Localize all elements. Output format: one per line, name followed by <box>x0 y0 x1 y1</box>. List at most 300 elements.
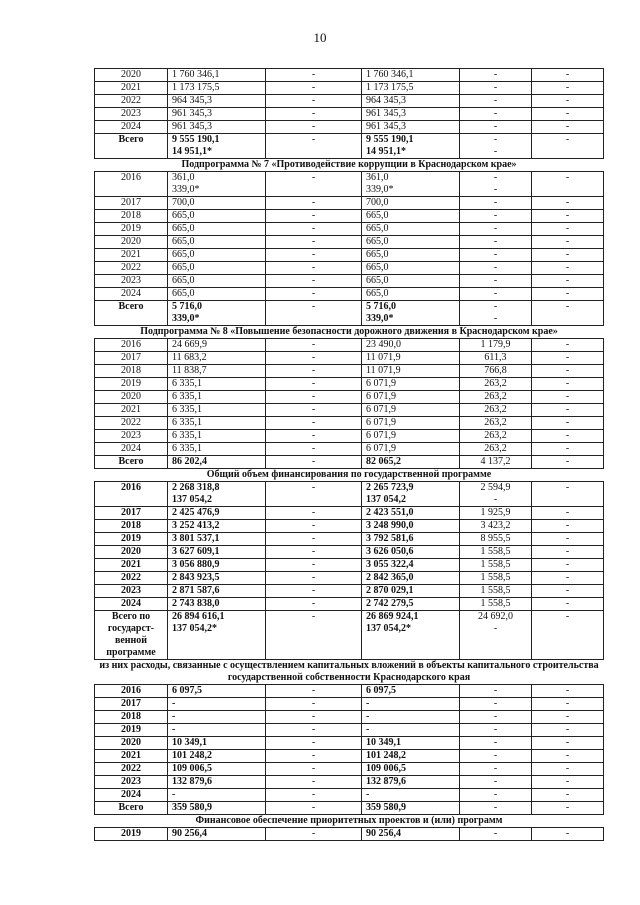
value-cell-c1 <box>168 134 266 159</box>
value-cell-c5: - <box>532 711 604 724</box>
value-cell-c1 <box>168 611 266 660</box>
value-cell-c1 <box>168 417 266 430</box>
value-cell-c5: - <box>532 546 604 559</box>
cell-line: - <box>493 698 498 709</box>
year-cell: 2024 <box>95 288 168 301</box>
cell-line: - <box>493 763 498 774</box>
value-cell-c1 <box>168 724 266 737</box>
value-cell-c5: - <box>532 737 604 750</box>
value-cell-c2: - <box>266 789 362 802</box>
value-cell-c4 <box>460 585 532 598</box>
value-cell-c3 <box>362 197 460 210</box>
cell-line: - <box>493 685 498 696</box>
value-cell-c2: - <box>266 210 362 223</box>
value-cell-c2: - <box>266 365 362 378</box>
value-cell-c4 <box>460 197 532 210</box>
table-row <box>95 711 604 724</box>
value-cell-c5: - <box>532 456 604 469</box>
value-cell-c2: - <box>266 533 362 546</box>
value-cell-c1 <box>168 352 266 365</box>
cell-line: 90 256,4 <box>366 828 401 839</box>
cell-line: 961 345,3 <box>366 108 406 119</box>
value-cell-c5: - <box>532 443 604 456</box>
value-cell-c3 <box>362 789 460 802</box>
value-cell-c3 <box>362 82 460 95</box>
value-cell-c5: - <box>532 134 604 159</box>
value-cell-c3 <box>362 737 460 750</box>
value-cell-c3 <box>362 69 460 82</box>
value-cell-c3 <box>362 520 460 533</box>
table-row <box>95 365 604 378</box>
value-cell-c5: - <box>532 598 604 611</box>
value-cell-c3 <box>362 262 460 275</box>
cell-line: 1 558,5 <box>480 598 511 609</box>
cell-line: 132 879,6 <box>172 776 212 787</box>
value-cell-c3 <box>362 352 460 365</box>
value-cell-c1 <box>168 520 266 533</box>
cell-line: 665,0 <box>366 236 389 247</box>
cell-line: 263,2 <box>484 443 507 454</box>
value-cell-c2: - <box>266 750 362 763</box>
cell-line: 665,0 <box>366 223 389 234</box>
value-cell-c3 <box>362 750 460 763</box>
value-cell-c3 <box>362 776 460 789</box>
value-cell-c2: - <box>266 108 362 121</box>
cell-line: 700,0 <box>366 197 389 208</box>
table-row <box>95 520 604 533</box>
cell-line: - <box>493 724 498 735</box>
value-cell-c5: - <box>532 275 604 288</box>
value-cell-c3 <box>362 763 460 776</box>
value-cell-c1 <box>168 456 266 469</box>
value-cell-c1 <box>168 482 266 507</box>
value-cell-c4 <box>460 365 532 378</box>
year-cell: Всего <box>95 301 168 326</box>
value-cell-c5: - <box>532 301 604 326</box>
value-cell-c1 <box>168 95 266 108</box>
table-row <box>95 249 604 262</box>
value-cell-c5: - <box>532 365 604 378</box>
year-cell: 2020 <box>95 236 168 249</box>
table-row <box>95 121 604 134</box>
cell-line: 339,0* <box>172 184 200 195</box>
value-cell-c2: - <box>266 685 362 698</box>
value-cell-c1 <box>168 108 266 121</box>
value-cell-c1 <box>168 533 266 546</box>
table-row <box>95 95 604 108</box>
value-cell-c3 <box>362 391 460 404</box>
year-cell: 2018 <box>95 520 168 533</box>
value-cell-c4 <box>460 108 532 121</box>
value-cell-c2: - <box>266 559 362 572</box>
table-row <box>95 108 604 121</box>
cell-line: - <box>493 711 498 722</box>
year-cell: 2019 <box>95 378 168 391</box>
year-cell: 2021 <box>95 559 168 572</box>
cell-line: 137 054,2 <box>172 494 212 505</box>
value-cell-c3 <box>362 598 460 611</box>
value-cell-c3 <box>362 121 460 134</box>
page-number: 10 <box>313 30 327 45</box>
value-cell-c5: - <box>532 262 604 275</box>
section-header-row <box>95 326 604 339</box>
value-cell-c3 <box>362 172 460 197</box>
year-cell: 2019 <box>95 223 168 236</box>
value-cell-c4 <box>460 223 532 236</box>
value-cell-c4 <box>460 776 532 789</box>
value-cell-c1 <box>168 391 266 404</box>
cell-line: 700,0 <box>172 197 195 208</box>
year-cell: 2022 <box>95 262 168 275</box>
cell-line: - <box>493 737 498 748</box>
value-cell-c1 <box>168 828 266 841</box>
section-header: Общий объем финансирования по государственной программе <box>95 469 604 482</box>
value-cell-c5: - <box>532 69 604 82</box>
value-cell-c4 <box>460 685 532 698</box>
cell-line: 109 006,5 <box>366 763 406 774</box>
value-cell-c5: - <box>532 121 604 134</box>
value-cell-c3 <box>362 698 460 711</box>
value-cell-c1 <box>168 763 266 776</box>
cell-line: 961 345,3 <box>172 121 212 132</box>
value-cell-c1 <box>168 262 266 275</box>
financing-table <box>94 68 604 841</box>
year-cell: 2021 <box>95 82 168 95</box>
table-row <box>95 69 604 82</box>
value-cell-c1 <box>168 750 266 763</box>
value-cell-c4 <box>460 507 532 520</box>
year-cell: 2019 <box>95 724 168 737</box>
table-row <box>95 507 604 520</box>
value-cell-c4 <box>460 301 532 326</box>
year-cell: 2019 <box>95 533 168 546</box>
value-cell-c2: - <box>266 391 362 404</box>
value-cell-c5: - <box>532 828 604 841</box>
section-header-row <box>95 469 604 482</box>
section-header: Подпрограмма № 8 «Повышение безопасности дорожного движения в Краснодарском крае» <box>95 326 604 339</box>
year-cell: 2024 <box>95 789 168 802</box>
value-cell-c2: - <box>266 223 362 236</box>
value-cell-c1 <box>168 210 266 223</box>
cell-line: 6 071,9 <box>366 391 396 402</box>
value-cell-c1 <box>168 711 266 724</box>
section-header-row <box>95 815 604 828</box>
year-cell: 2018 <box>95 711 168 724</box>
value-cell-c3 <box>362 223 460 236</box>
value-cell-c5: - <box>532 520 604 533</box>
value-cell-c4 <box>460 750 532 763</box>
value-cell-c5: - <box>532 789 604 802</box>
value-cell-c5: - <box>532 585 604 598</box>
cell-line: 6 071,9 <box>366 404 396 415</box>
cell-line: 1 925,9 <box>480 507 511 518</box>
table-row <box>95 223 604 236</box>
year-cell: 2020 <box>95 391 168 404</box>
value-cell-c2: - <box>266 507 362 520</box>
table-row <box>95 352 604 365</box>
year-cell: 2023 <box>95 108 168 121</box>
cell-line: 665,0 <box>366 210 389 221</box>
value-cell-c3 <box>362 417 460 430</box>
value-cell-c4 <box>460 802 532 815</box>
value-cell-c5: - <box>532 404 604 417</box>
cell-line: - <box>493 134 498 145</box>
value-cell-c4 <box>460 598 532 611</box>
cell-line: - <box>493 776 498 787</box>
value-cell-c2: - <box>266 456 362 469</box>
table-row <box>95 585 604 598</box>
value-cell-c5: - <box>532 378 604 391</box>
cell-line: - <box>493 184 498 195</box>
value-cell-c3 <box>362 828 460 841</box>
cell-line: - <box>493 262 498 273</box>
value-cell-c4 <box>460 95 532 108</box>
value-cell-c3 <box>362 249 460 262</box>
value-cell-c1 <box>168 275 266 288</box>
cell-line: 2 268 318,8 <box>172 482 220 493</box>
value-cell-c1 <box>168 82 266 95</box>
cell-line: 665,0 <box>172 223 195 234</box>
value-cell-c5: - <box>532 482 604 507</box>
value-cell-c1 <box>168 69 266 82</box>
value-cell-c3 <box>362 711 460 724</box>
table-row <box>95 685 604 698</box>
value-cell-c4 <box>460 711 532 724</box>
cell-line: - <box>493 108 498 119</box>
cell-line: 82 065,2 <box>366 456 401 467</box>
value-cell-c4 <box>460 520 532 533</box>
cell-line: 14 951,1* <box>366 146 406 157</box>
cell-line: 11 071,9 <box>366 352 401 363</box>
cell-line: 665,0 <box>172 288 195 299</box>
cell-line: 86 202,4 <box>172 456 207 467</box>
value-cell-c1 <box>168 430 266 443</box>
value-cell-c5: - <box>532 352 604 365</box>
value-cell-c5: - <box>532 223 604 236</box>
value-cell-c3 <box>362 456 460 469</box>
section-header-row <box>95 159 604 172</box>
value-cell-c5: - <box>532 572 604 585</box>
cell-line: - <box>493 249 498 260</box>
value-cell-c4 <box>460 443 532 456</box>
cell-line: 961 345,3 <box>172 108 212 119</box>
year-cell: 2020 <box>95 69 168 82</box>
cell-line: - <box>172 711 176 722</box>
cell-line: 665,0 <box>172 249 195 260</box>
cell-line: 766,8 <box>484 365 507 376</box>
cell-line: 137 054,2* <box>366 623 411 634</box>
table-row <box>95 533 604 546</box>
cell-line: 109 006,5 <box>172 763 212 774</box>
value-cell-c5: - <box>532 108 604 121</box>
value-cell-c3 <box>362 507 460 520</box>
value-cell-c1 <box>168 559 266 572</box>
value-cell-c5: - <box>532 507 604 520</box>
cell-line: 3 792 581,6 <box>366 533 414 544</box>
value-cell-c3 <box>362 482 460 507</box>
cell-line: 1 173 175,5 <box>172 82 220 93</box>
cell-line: 964 345,3 <box>366 95 406 106</box>
value-cell-c2: - <box>266 69 362 82</box>
value-cell-c4 <box>460 828 532 841</box>
value-cell-c2: - <box>266 546 362 559</box>
value-cell-c5: - <box>532 339 604 352</box>
value-cell-c2: - <box>266 711 362 724</box>
year-cell: 2017 <box>95 352 168 365</box>
cell-line: 339,0* <box>366 313 394 324</box>
table-row <box>95 789 604 802</box>
value-cell-c5: - <box>532 236 604 249</box>
value-cell-c4 <box>460 404 532 417</box>
cell-line: 6 097,5 <box>366 685 396 696</box>
table-row <box>95 698 604 711</box>
value-cell-c5: - <box>532 391 604 404</box>
cell-line: 6 335,1 <box>172 378 202 389</box>
cell-line: 2 843 923,5 <box>172 572 220 583</box>
cell-line: 263,2 <box>484 404 507 415</box>
year-cell: 2020 <box>95 546 168 559</box>
value-cell-c2: - <box>266 121 362 134</box>
value-cell-c2: - <box>266 430 362 443</box>
table-row <box>95 482 604 507</box>
cell-line: - <box>172 789 176 800</box>
table-row <box>95 236 604 249</box>
cell-line: 964 345,3 <box>172 95 212 106</box>
cell-line: - <box>493 313 498 324</box>
value-cell-c1 <box>168 507 266 520</box>
section-header-row <box>95 660 604 685</box>
year-cell: Всего <box>95 802 168 815</box>
value-cell-c1 <box>168 685 266 698</box>
value-cell-c3 <box>362 365 460 378</box>
cell-line: 24 669,9 <box>172 339 207 350</box>
cell-line: 3 423,2 <box>480 520 511 531</box>
year-cell: Всего по государст-венной программе <box>95 611 168 660</box>
value-cell-c4 <box>460 134 532 159</box>
value-cell-c2: - <box>266 698 362 711</box>
value-cell-c3 <box>362 210 460 223</box>
cell-line: 361,0 <box>366 172 389 183</box>
cell-line: 11 071,9 <box>366 365 401 376</box>
value-cell-c1 <box>168 197 266 210</box>
cell-line: 1 558,5 <box>480 585 511 596</box>
table-row <box>95 339 604 352</box>
year-cell: 2018 <box>95 210 168 223</box>
cell-line: 665,0 <box>366 249 389 260</box>
value-cell-c4 <box>460 121 532 134</box>
value-cell-c2: - <box>266 737 362 750</box>
table-row <box>95 546 604 559</box>
value-cell-c1 <box>168 443 266 456</box>
value-cell-c4 <box>460 559 532 572</box>
value-cell-c5: - <box>532 611 604 660</box>
value-cell-c2: - <box>266 417 362 430</box>
cell-line: 2 425 476,9 <box>172 507 220 518</box>
table-row <box>95 802 604 815</box>
cell-line: 665,0 <box>172 275 195 286</box>
year-cell: 2016 <box>95 482 168 507</box>
year-cell: 2018 <box>95 365 168 378</box>
value-cell-c4 <box>460 456 532 469</box>
cell-line: 961 345,3 <box>366 121 406 132</box>
value-cell-c2: - <box>266 611 362 660</box>
table-row <box>95 430 604 443</box>
table-row <box>95 134 604 159</box>
value-cell-c5: - <box>532 288 604 301</box>
value-cell-c5: - <box>532 802 604 815</box>
cell-line: - <box>493 301 498 312</box>
value-cell-c5: - <box>532 763 604 776</box>
value-cell-c4 <box>460 789 532 802</box>
cell-line: - <box>172 724 176 735</box>
cell-line: 1 760 346,1 <box>172 69 220 80</box>
cell-line: 6 071,9 <box>366 417 396 428</box>
cell-line: - <box>366 789 370 800</box>
value-cell-c3 <box>362 533 460 546</box>
value-cell-c2: - <box>266 598 362 611</box>
cell-line: 101 248,2 <box>172 750 212 761</box>
value-cell-c3 <box>362 585 460 598</box>
value-cell-c4 <box>460 533 532 546</box>
value-cell-c2: - <box>266 404 362 417</box>
value-cell-c4 <box>460 378 532 391</box>
cell-line: 665,0 <box>172 236 195 247</box>
value-cell-c2: - <box>266 197 362 210</box>
value-cell-c2: - <box>266 802 362 815</box>
table-row <box>95 724 604 737</box>
year-cell: 2019 <box>95 828 168 841</box>
value-cell-c5: - <box>532 724 604 737</box>
cell-line: 10 349,1 <box>172 737 207 748</box>
year-cell: Всего <box>95 134 168 159</box>
value-cell-c5: - <box>532 776 604 789</box>
value-cell-c4 <box>460 82 532 95</box>
value-cell-c2: - <box>266 301 362 326</box>
table-row <box>95 750 604 763</box>
cell-line: 339,0* <box>366 184 394 195</box>
year-cell: 2016 <box>95 685 168 698</box>
cell-line: 6 335,1 <box>172 430 202 441</box>
cell-line: 665,0 <box>366 262 389 273</box>
value-cell-c1 <box>168 172 266 197</box>
cell-line: 137 054,2* <box>172 623 217 634</box>
cell-line: 6 335,1 <box>172 404 202 415</box>
cell-line: - <box>493 288 498 299</box>
cell-line: 3 627 609,1 <box>172 546 220 557</box>
value-cell-c4 <box>460 763 532 776</box>
table-row <box>95 572 604 585</box>
value-cell-c3 <box>362 724 460 737</box>
value-cell-c1 <box>168 572 266 585</box>
value-cell-c4 <box>460 430 532 443</box>
value-cell-c1 <box>168 789 266 802</box>
cell-line: - <box>493 197 498 208</box>
value-cell-c1 <box>168 546 266 559</box>
cell-line: - <box>493 750 498 761</box>
cell-line: 263,2 <box>484 430 507 441</box>
year-cell: 2017 <box>95 507 168 520</box>
cell-line: 6 071,9 <box>366 443 396 454</box>
cell-line: - <box>366 724 370 735</box>
cell-line: 26 894 616,1 <box>172 611 225 622</box>
year-cell: 2021 <box>95 404 168 417</box>
year-cell: 2023 <box>95 430 168 443</box>
cell-line: 11 838,7 <box>172 365 207 376</box>
table-row <box>95 417 604 430</box>
value-cell-c5: - <box>532 430 604 443</box>
value-cell-c4 <box>460 737 532 750</box>
cell-line: 101 248,2 <box>366 750 406 761</box>
